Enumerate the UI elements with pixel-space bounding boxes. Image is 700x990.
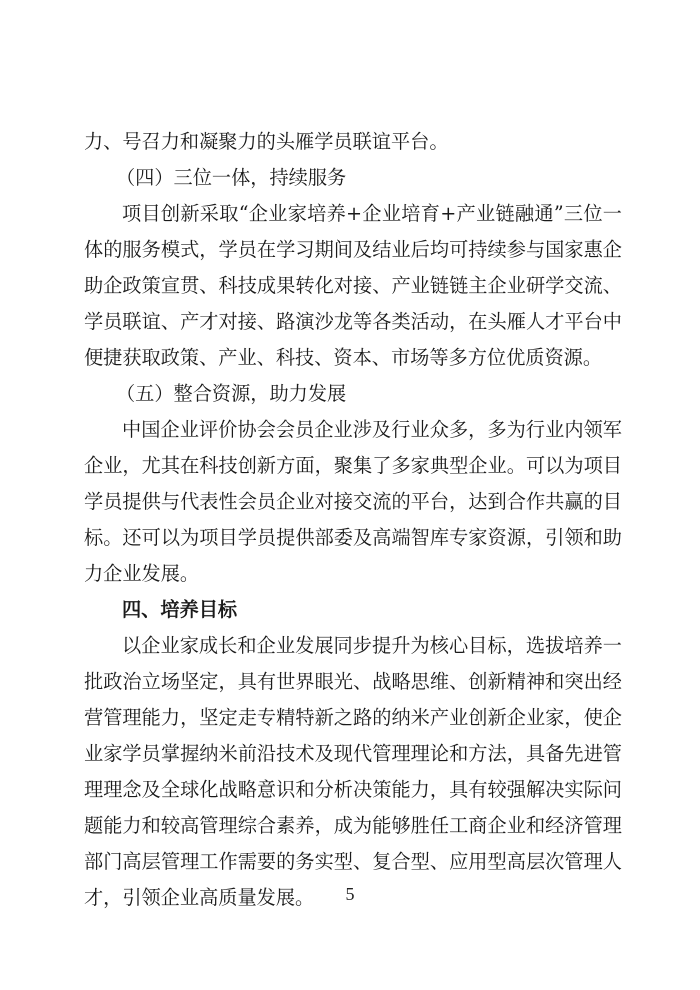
paragraph-line: 中国企业评价协会会员企业涉及行业众多，多为行业内领军 [122,418,622,441]
paragraph-line: 营管理能力，坚定走专精特新之路的纳米产业创新企业家，使企 [84,706,622,729]
body-text [84,124,622,916]
section-heading-training-goals: 四、培养目标 [122,598,238,621]
paragraph-line: 理理念及全球化战略意识和分析决策能力，具有较强解决实际问 [84,778,622,801]
subsection-heading-five: （五）整合资源，助力发展 [116,382,347,405]
subsection-heading-four: （四）三位一体，持续服务 [116,166,347,189]
paragraph-line: 力企业发展。 [84,562,200,585]
paragraph-line: 批政治立场坚定，具有世界眼光、战略思维、创新精神和突出经 [84,670,622,693]
paragraph-line: 业家学员掌握纳米前沿技术及现代管理理论和方法，具备先进管 [84,742,622,765]
paragraph-line: 才，引领企业高质量发展。 [84,886,315,909]
paragraph-line: 标。还可以为项目学员提供部委及高端智库专家资源，引领和助 [84,526,622,549]
paragraph-line: 项目创新采取“企业家培养+企业培育+产业链融通”三位一 [122,202,622,225]
paragraph-line: 部门高层管理工作需要的务实型、复合型、应用型高层次管理人 [84,850,622,873]
paragraph-continuation: 力、号召力和凝聚力的头雁学员联谊平台。 [84,130,449,153]
paragraph-line: 助企政策宣贯、科技成果转化对接、产业链链主企业研学交流、 [84,274,622,297]
paragraph-line: 以企业家成长和企业发展同步提升为核心目标，选拔培养一 [122,634,622,657]
paragraph-line: 体的服务模式，学员在学习期间及结业后均可持续参与国家惠企 [84,238,622,261]
paragraph-line: 学员联谊、产才对接、路演沙龙等各类活动，在头雁人才平台中 [84,310,622,333]
paragraph-line: 题能力和较高管理综合素养，成为能够胜任工商企业和经济管理 [84,814,622,837]
page-number: 5 [345,884,355,904]
paragraph-line: 学员提供与代表性会员企业对接交流的平台，达到合作共赢的目 [84,490,622,513]
paragraph-line: 便捷获取政策、产业、科技、资本、市场等多方位优质资源。 [84,346,603,369]
paragraph-line: 企业，尤其在科技创新方面，聚集了多家典型企业。可以为项目 [84,454,622,477]
